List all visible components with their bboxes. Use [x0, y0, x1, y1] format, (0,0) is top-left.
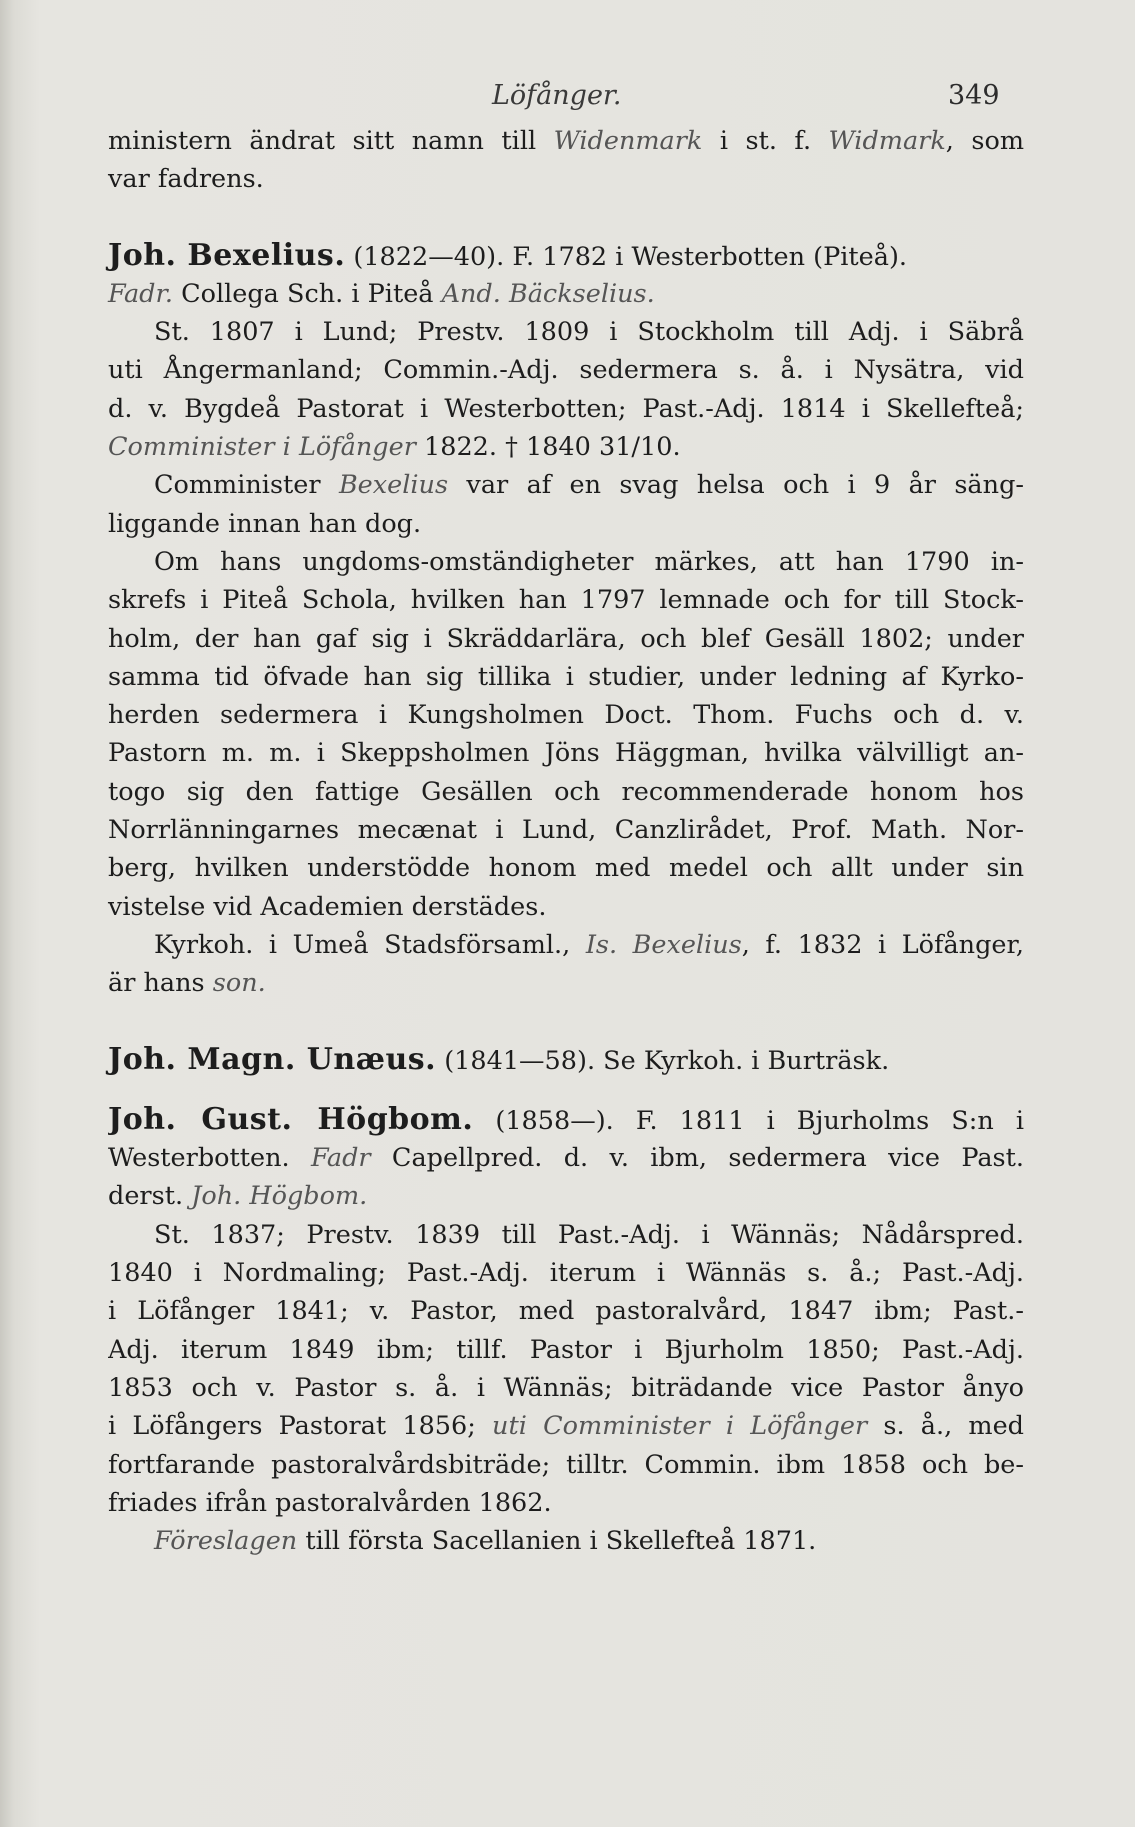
text-line: 1853 och v. Pastor s. å. i Wännäs; biträdande vice Pastor ånyo [108, 1372, 1024, 1403]
page-header [0, 80, 1135, 116]
text-line: Westerbotten. Fadr Capellpred. d. v. ibm, sedermera vice Past. [108, 1143, 1024, 1174]
text-line: St. 1807 i Lund; Prestv. 1809 i Stockholm till Adj. i Säbrå [154, 317, 1024, 348]
text-line: i Löfångers Pastorat 1856; uti Comminister i Löfånger s. å., med [108, 1411, 1024, 1442]
entry-name: Joh. Gust. Högbom. [108, 1101, 474, 1137]
text-line: St. 1837; Prestv. 1839 till Past.-Adj. i Wännäs; Nådårspred. [154, 1219, 1024, 1250]
text-line: Comminister Bexelius var af en svag helsa och i 9 år säng- [154, 470, 1024, 501]
text-line: Om hans ungdoms-omständigheter märkes, att han 1790 in- [154, 546, 1024, 577]
entry-heading-bexelius: Joh. Bexelius. (1822—40). F. 1782 i Westerbotten (Piteå). [108, 237, 908, 273]
text-line: var fadrens. [108, 164, 264, 195]
text-line: skrefs i Piteå Schola, hvilken han 1797 lemnade och for till Stock- [108, 585, 1024, 616]
text-line: liggande innan han dog. [108, 508, 422, 539]
entry-gap [108, 199, 1024, 233]
entry-name: Joh. Bexelius. [108, 237, 346, 273]
running-title: Löfånger. [492, 80, 622, 111]
text-line: i Löfånger 1841; v. Pastor, med pastoralvård, 1847 ibm; Past.- [108, 1296, 1024, 1327]
text-line: 1840 i Nordmaling; Past.-Adj. iterum i Wännäs s. å.; Past.-Adj. [108, 1258, 1024, 1289]
text-line: Föreslagen till första Sacellanien i Skellefteå 1871. [154, 1526, 817, 1557]
text-line: Kyrkoh. i Umeå Stadsförsaml., Is. Bexelius, f. 1832 i Löfånger, [154, 929, 1024, 960]
text-line: berg, hvilken understödde honom med medel och allt under sin [108, 853, 1024, 884]
text-line: är hans son. [108, 968, 266, 999]
text-line: Pastorn m. m. i Skeppsholmen Jöns Häggman, hvilka välvilligt an- [108, 738, 1024, 769]
text-line: ministern ändrat sitt namn till Widenmark i st. f. Widmark, som [108, 126, 1024, 156]
text-line: Adj. iterum 1849 ibm; tillf. Pastor i Bjurholm 1850; Past.-Adj. [108, 1334, 1024, 1365]
text-line: togo sig den fattige Gesällen och recommenderade honom hos [108, 776, 1024, 807]
entry-heading-hogbom: Joh. Gust. Högbom. (1858—). F. 1811 i Bjurholms S:n i [108, 1101, 1024, 1137]
entry-gap [108, 1079, 1024, 1097]
text-line: Norrlänningarnes mecænat i Lund, Canzlirådet, Prof. Math. Nor- [108, 815, 1024, 846]
text-line: d. v. Bygdeå Pastorat i Westerbotten; Past.-Adj. 1814 i Skellefteå; [108, 393, 1024, 424]
text-line: uti Ångermanland; Commin.-Adj. sedermera s. å. i Nysätra, vid [108, 355, 1024, 386]
text-line: holm, der han gaf sig i Skräddarlära, och blef Gesäll 1802; under [108, 623, 1024, 654]
text-line: derst. Joh. Högbom. [108, 1181, 368, 1212]
text-line: vistelse vid Academien derstädes. [108, 891, 547, 922]
entry-gap [108, 1003, 1024, 1037]
text-line: Fadr. Collega Sch. i Piteå And. Bäckselius. [108, 278, 655, 309]
entry-name: Joh. Magn. Unæus. [108, 1041, 437, 1077]
text-line: friades ifrån pastoralvården 1862. [108, 1487, 552, 1518]
page-number: 349 [948, 80, 1000, 111]
page-body [108, 122, 1024, 1560]
text-line: samma tid öfvade han sig tillika i studier, under ledning af Kyrko- [108, 661, 1024, 692]
text-line: Comminister i Löfånger 1822. † 1840 31/10. [108, 432, 681, 463]
entry-heading-unaeus: Joh. Magn. Unæus. (1841—58). Se Kyrkoh. i Burträsk. [108, 1041, 890, 1077]
text-line: fortfarande pastoralvårdsbiträde; tilltr. Commin. ibm 1858 och be- [108, 1449, 1024, 1480]
text-line: herden sedermera i Kungsholmen Doct. Thom. Fuchs och d. v. [108, 700, 1024, 731]
